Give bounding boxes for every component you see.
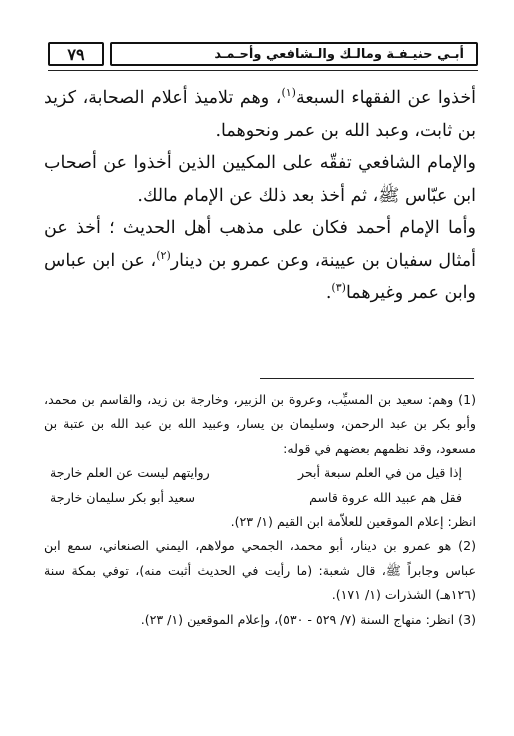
verse-line-2 <box>44 486 476 510</box>
verse-1-second-half: روايتهم ليست عن العلم خارجة <box>50 465 210 481</box>
paragraph-3 <box>44 212 476 310</box>
paragraph-2: والإمام الشافعي تفقّه على المكيين الذين أخذوا عن أصحاب ابن عبّاس ﷺ، ثم أخذ بعد ذلك عن الإمام مالك. <box>44 153 476 206</box>
main-text <box>44 82 476 310</box>
paragraph-3-end: . <box>325 283 332 303</box>
paragraph-1-text: أخذوا عن الفقهاء السبعة <box>295 88 476 108</box>
verse-2-second-half: سعيد أبو بكر سليمان خارجة <box>50 489 196 505</box>
paragraph-3-mid: ، عن ابن عباس وابن عمر وغيرهما <box>44 250 476 303</box>
footnote-1: (1) وهم: سعيد بن المسيِّب، وعروة بن الزبير، وخارجة بن زيد، والقاسم بن محمد، وأبو بكر بن عبد الرحمن، وسليمان بن يسار، وعبيد الله بن عبد الله بن عتبة بن مسعود، وقد نظمهم بعضهم في قوله: <box>44 392 476 456</box>
page-header <box>48 42 478 68</box>
footnote-ref-2: (٢) <box>156 248 171 262</box>
paragraph-3-text: وأما الإمام أحمد فكان على مذهب أهل الحديث ؛ أخذ عن أمثال سفيان بن عيينة، وعن عمرو بن دينار <box>44 218 476 271</box>
paragraph-1-rest: ، وهم تلاميذ أعلام الصحابة، كزيد بن ثابت، وعبد الله بن عمر ونحوهما. <box>44 88 476 141</box>
footnote-ref-3: (٣) <box>331 281 346 295</box>
footnotes <box>44 388 476 632</box>
footnote-2: (2) هو عمرو بن دينار، أبو محمد، الجمحي مولاهم، اليمني الصنعاني، سمع ابن عباس وجابراً ﷺ، قال شعبة: (ما رأيت في الحديث أثبت منه)، توفي بمكة سنة (١٢٦هـ) الشذرات (١/ ١٧١). <box>44 538 476 603</box>
running-title: أبـي حنيـفـة ومالـك والـشافعي وأحـمـد <box>110 42 478 66</box>
paragraph-1 <box>44 82 476 147</box>
header-rule <box>48 70 478 71</box>
footnote-1-source: انظر: إعلام الموقعين للعلاّمة ابن القيم (١/ ٢٣). <box>230 514 476 530</box>
page-number: ٧٩ <box>48 42 104 66</box>
footnote-ref-1: (١) <box>281 86 296 100</box>
verse-2-first-half: فقل هم عبيد الله عروة قاسم <box>309 489 462 505</box>
footnote-divider <box>260 378 474 379</box>
verse-line-1 <box>44 461 476 485</box>
verse-1-first-half: إذا قيل من في العلم سبعة أبحر <box>297 465 462 481</box>
footnote-3: (3) انظر: منهاج السنة (٧/ ٥٢٩ - ٥٣٠)، وإعلام الموقعين (١/ ٢٣). <box>140 611 476 627</box>
